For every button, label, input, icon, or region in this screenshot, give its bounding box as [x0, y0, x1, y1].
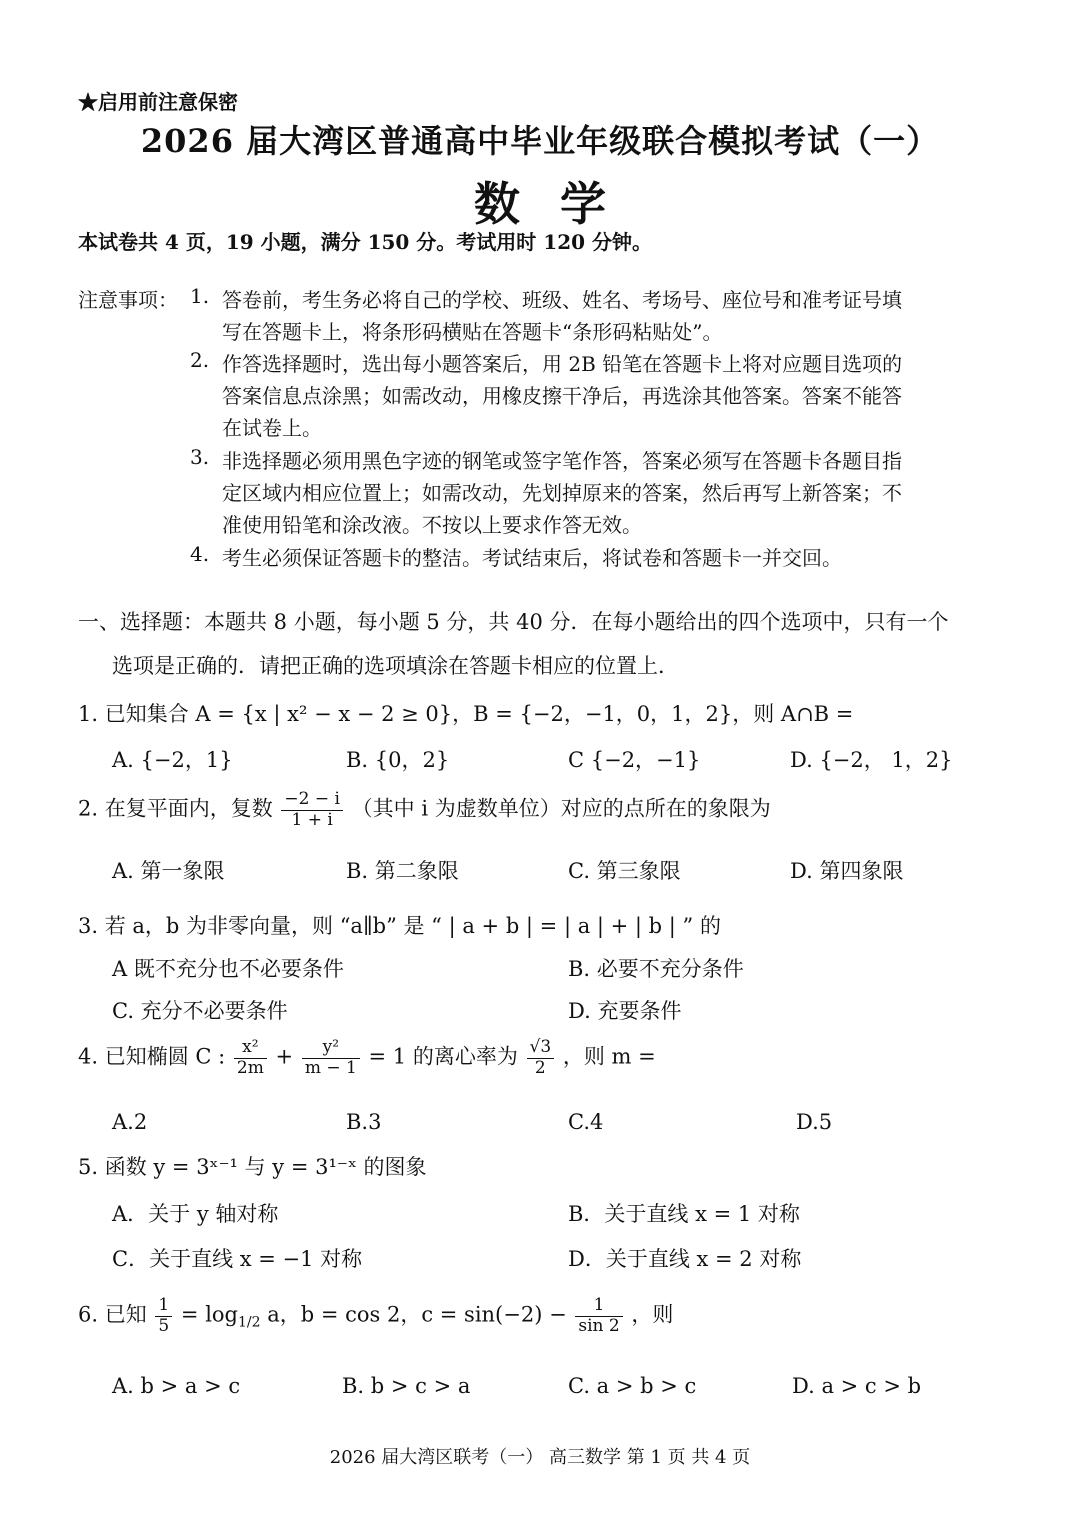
question-5-option-c: C．关于直线 x = −1 对称 [112, 1247, 363, 1271]
question-6-fraction-1 [155, 1296, 172, 1336]
notice-3-number: 3. [190, 445, 210, 469]
notice-1-line-1: 答卷前，考生务必将自己的学校、班级、姓名、考场号、座位号和准考证号填 [222, 288, 902, 312]
question-4-fraction-2-den: m − 1 [304, 1057, 357, 1078]
exam-info: 本试卷共 4 页，19 小题，满分 150 分。考试用时 120 分钟。 [78, 230, 652, 254]
subject-title: 数学 [474, 177, 646, 231]
question-3-option-a: A 既不充分也不必要条件 [112, 957, 344, 981]
question-3-stem: 3. 若 a，b 为非零向量，则 “a∥b” 是 “ | a + b | = | a | + | b | ” 的 [78, 914, 721, 938]
notice-2-line-2: 答案信息点涂黑；如需改动，用橡皮擦干净后，再选涂其他答案。答案不能答 [222, 384, 902, 408]
page-footer: 2026 届大湾区联考（一） 高三数学 第 1 页 共 4 页 [329, 1447, 751, 1468]
notice-1-line-2: 写在答题卡上，将条形码横贴在答题卡“条形码粘贴处”。 [222, 320, 723, 344]
question-6-suffix: ，则 [631, 1302, 674, 1327]
question-4-option-c: C.4 [568, 1110, 604, 1134]
question-6-prefix: 6. 已知 [78, 1302, 147, 1327]
question-1-option-c: C {−2，−1} [568, 748, 701, 772]
question-3-option-d: D. 充要条件 [568, 999, 682, 1023]
notice-2-number: 2. [190, 348, 210, 372]
question-2-option-c: C. 第三象限 [568, 859, 681, 883]
question-6-option-a: A. b > a > c [112, 1374, 241, 1398]
question-1-option-b: B. {0，2} [346, 748, 450, 772]
question-2-fraction-num: −2 − i [281, 790, 343, 811]
question-6-option-c: C. a > b > c [568, 1374, 697, 1398]
question-1-option-a: A. {−2，1} [112, 748, 233, 772]
question-4-fraction-1-num: x² [234, 1038, 267, 1059]
question-6-middle-1: = log [180, 1302, 238, 1327]
notice-1-number: 1. [190, 284, 210, 308]
notice-4-line-1: 考生必须保证答题卡的整洁。考试结束后，将试卷和答题卡一并交回。 [222, 546, 842, 570]
notice-4-number: 4. [190, 542, 210, 566]
question-4-option-a: A.2 [112, 1110, 148, 1134]
question-4-plus: + [275, 1044, 294, 1069]
question-4-fraction-2 [302, 1038, 360, 1078]
question-5-stem: 5. 函数 y = 3ˣ⁻¹ 与 y = 3¹⁻ˣ 的图象 [78, 1155, 427, 1179]
exam-title: 2026 届大湾区普通高中毕业年级联合模拟考试（一） [140, 122, 940, 160]
notice-3-line-1: 非选择题必须用黑色字迹的钢笔或签字笔作答，答案必须写在答题卡各题目指 [222, 449, 902, 473]
question-6-option-d: D. a > c > b [792, 1374, 922, 1398]
question-1-option-d: D. {−2， 1，2} [790, 748, 953, 772]
question-4-option-b: B.3 [346, 1110, 382, 1134]
confidential-note: ★启用前注意保密 [78, 90, 238, 114]
question-6-log-base: 1/2 [238, 1314, 261, 1331]
question-5-option-a: A．关于 y 轴对称 [112, 1202, 279, 1226]
question-2-fraction-den: 1 + i [291, 809, 333, 830]
question-5-option-b: B．关于直线 x = 1 对称 [568, 1202, 800, 1226]
question-6-stem [78, 1296, 673, 1336]
question-4-fraction-1-den: 2m [236, 1057, 264, 1078]
question-2-option-b: B. 第二象限 [346, 859, 459, 883]
question-6-option-b: B. b > c > a [342, 1374, 471, 1398]
question-4-middle: = 1 的离心率为 [368, 1044, 518, 1069]
question-2-stem [78, 790, 771, 830]
question-1-stem: 1. 已知集合 A = {x | x² − x − 2 ≥ 0}，B = {−2，−1，0，1，2}，则 A∩B = [78, 702, 854, 726]
section-1-heading: 一、选择题：本题共 8 小题，每小题 5 分，共 40 分．在每小题给出的四个选项中，只有一个 [78, 610, 949, 634]
notice-2-line-1: 作答选择题时，选出每小题答案后，用 2B 铅笔在答题卡上将对应题目选项的 [222, 352, 903, 376]
section-1-heading-cont: 选项是正确的．请把正确的选项填涂在答题卡相应的位置上． [112, 654, 679, 678]
question-3-option-c: C. 充分不必要条件 [112, 999, 288, 1023]
question-6-fraction-2-num: 1 [575, 1296, 622, 1317]
notice-3-line-3: 准使用铅笔和涂改液。不按以上要求作答无效。 [222, 513, 642, 537]
question-6-middle-2: a，b = cos 2，c = sin(−2) − [260, 1302, 567, 1327]
question-2-fraction [281, 790, 343, 830]
question-6-fraction-2-den: sin 2 [578, 1315, 620, 1336]
question-6-fraction-1-num: 1 [155, 1296, 172, 1317]
question-6-fraction-1-den: 5 [158, 1315, 170, 1336]
notice-label: 注意事项： [78, 288, 178, 312]
question-4-fraction-3-num: √3 [527, 1038, 555, 1059]
question-5-option-d: D．关于直线 x = 2 对称 [568, 1247, 802, 1271]
question-2-option-a: A. 第一象限 [112, 859, 225, 883]
notice-3-line-2: 定区域内相应位置上；如需改动，先划掉原来的答案，然后再写上新答案；不 [222, 481, 902, 505]
question-4-option-d: D.5 [796, 1110, 833, 1134]
question-4-suffix: ，则 m = [562, 1044, 656, 1069]
question-4-stem [78, 1038, 656, 1078]
question-6-fraction-2 [575, 1296, 622, 1336]
question-2-suffix: （其中 i 为虚数单位）对应的点所在的象限为 [351, 796, 771, 821]
question-3-option-b: B. 必要不充分条件 [568, 957, 744, 981]
question-4-fraction-3-den: 2 [534, 1057, 546, 1078]
question-2-prefix: 2. 在复平面内，复数 [78, 796, 273, 821]
notice-2-line-3: 在试卷上。 [222, 416, 322, 440]
question-4-fraction-1 [234, 1038, 267, 1078]
question-4-fraction-3 [527, 1038, 555, 1078]
question-4-prefix: 4. 已知椭圆 C : [78, 1044, 226, 1069]
question-4-fraction-2-num: y² [302, 1038, 360, 1059]
question-2-option-d: D. 第四象限 [790, 859, 904, 883]
